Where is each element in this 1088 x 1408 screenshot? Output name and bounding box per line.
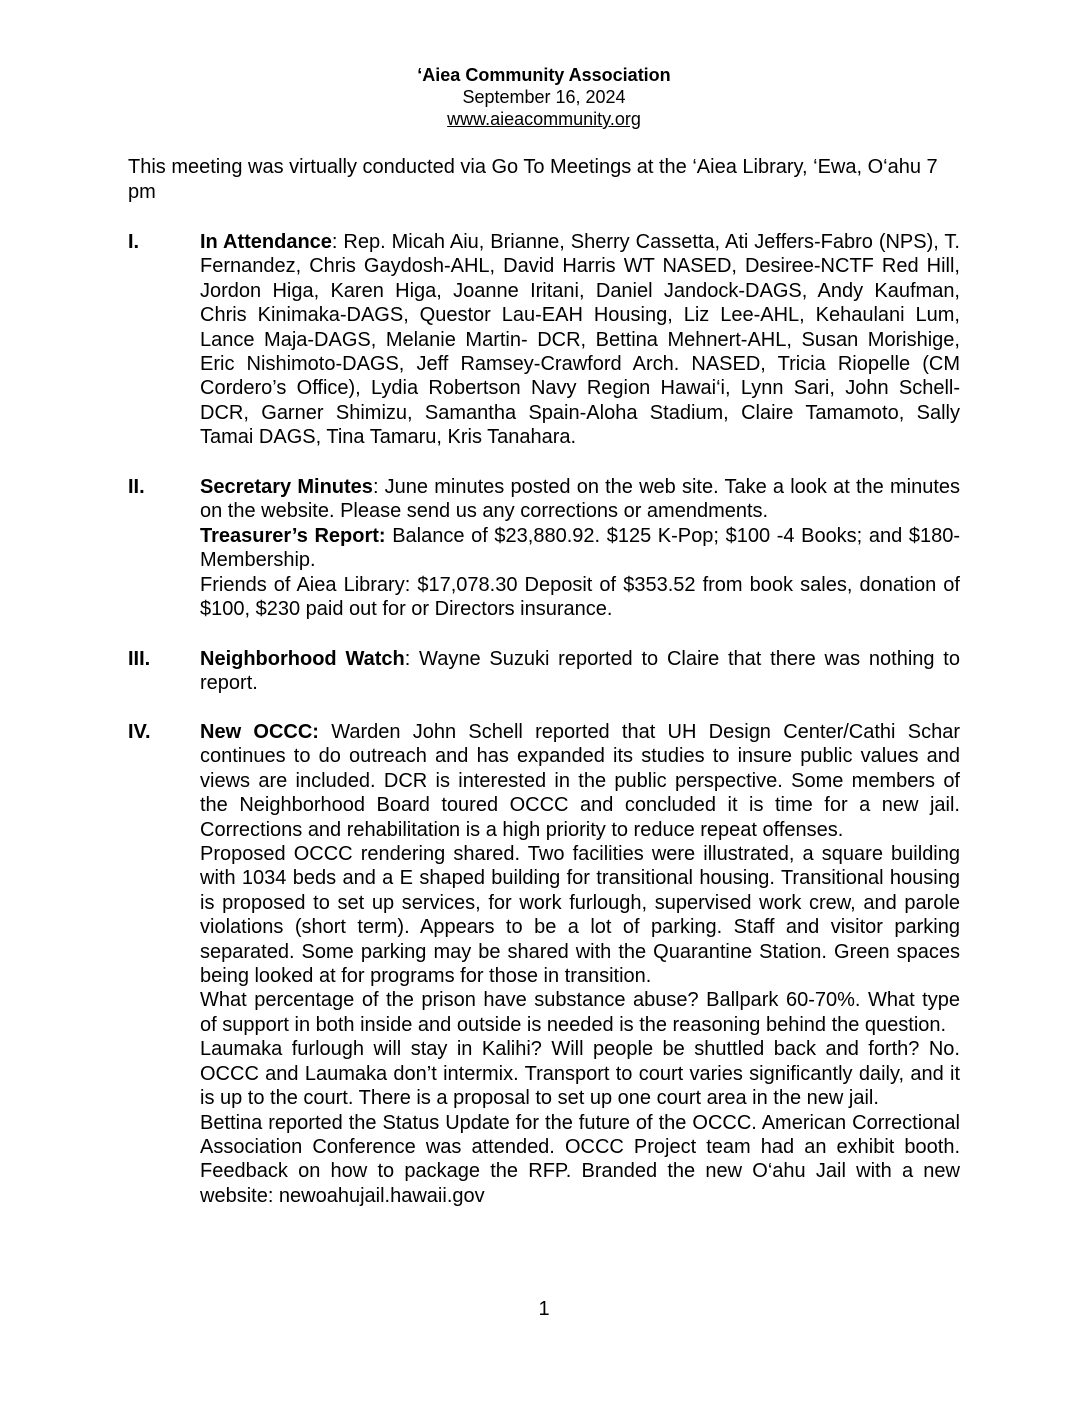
section-paragraph (200, 230, 960, 450)
section-paragraph (200, 988, 960, 1037)
section-paragraph (200, 1111, 960, 1209)
section-text: : Rep. Micah Aiu, Brianne, Sherry Cassetta, Ati Jeffers-Fabro (NPS), T. Fernandez, Chris Gaydosh-AHL, David Harris WT NASED, Desiree-NCTF Red Hill, Jordon Higa, Karen Higa, Joanne Iritani, Daniel Jandock-DAGS, Andy Kaufman, Chris Kinimaka-DAGS, Questor Lau-EAH Housing, Liz Lee-AHL, Kehaulani Lum, Lance Maja-DAGS, Melanie Martin- DCR, Bettina Mehnert-AHL, Susan Morishige, Eric Nishimoto-DAGS, Jeff Ramsey-Crawford Arch. NASED, Tricia Riopelle (CM Cordero’s Office), Lydia Robertson Navy Region Hawai‘i, Lynn Sari, John Schell-DCR, Garner Shimizu, Samantha Spain-Aloha Stadium, Claire Tamamoto, Sally Tamai DAGS, Tina Tamaru, Kris Tanahara. (200, 231, 960, 449)
section-body (200, 475, 960, 621)
section-paragraph (200, 842, 960, 988)
organization-name: ‘Aiea Community Association (417, 65, 671, 85)
treasurer-label: Treasurer’s Report: (200, 524, 386, 547)
section-text: Friends of Aiea Library: $17,078.30 Deposit of $353.52 from book sales, donation of $100, $230 paid out for or Directors insurance. (200, 573, 960, 621)
website-link[interactable]: www.aieacommunity.org (447, 109, 641, 129)
section-paragraph (200, 573, 960, 622)
section-numeral: III. (128, 648, 151, 670)
section-text: Balance of $23,880.92. $125 K-Pop; $100 -4 Books; and $180-Membership. (200, 524, 961, 572)
section-paragraph (200, 720, 960, 842)
section-label: Neighborhood Watch (200, 648, 405, 670)
section-numeral: I. (128, 231, 140, 253)
section-numeral: II. (128, 476, 145, 498)
section-paragraph (200, 475, 960, 524)
section-label: New OCCC: (200, 721, 319, 743)
section-neighborhood-watch (128, 647, 960, 696)
section-label: In Attendance (200, 231, 332, 253)
meeting-date: September 16, 2024 (462, 87, 626, 107)
section-text: Warden John Schell reported that UH Design Center/Cathi Schar continues to do outreach and has expanded its studies to insure public values and views are included. DCR is interested in the public perspective. Some members of the Neighborhood Board toured OCCC and concluded it is time for a new jail. Corrections and rehabilitation is a high priority to reduce repeat offenses. (200, 721, 960, 841)
section-paragraph (200, 524, 960, 573)
section-body (200, 720, 960, 1208)
page-number: 1 (538, 1298, 550, 1320)
section-text: Bettina reported the Status Update for the future of the OCCC. American Correctional Association Conference was attended. OCCC Project team had an exhibit booth. Feedback on how to package the RFP. Branded the new O‘ahu Jail with a new website: newoahujail.hawaii.gov (200, 1111, 960, 1207)
section-text: Proposed OCCC rendering shared. Two facilities were illustrated, a square building with 1034 beds and a E shaped building for transitional housing. Transitional housing is proposed to set up services, for work furlough, supervised work crew, and parole violations (short term). Appears to be a lot of parking. Staff and visitor parking separated. Some parking may be shared with the Quarantine Station. Green spaces being looked at for programs for those in transition. (200, 843, 960, 988)
section-body (200, 647, 960, 696)
section-label: Secretary Minutes (200, 476, 373, 498)
section-body (200, 230, 960, 450)
section-numeral: IV. (128, 721, 151, 743)
section-paragraph (200, 647, 960, 696)
section-new-occc (128, 720, 960, 1208)
section-paragraph (200, 1037, 960, 1110)
section-text: What percentage of the prison have substance abuse? Ballpark 60-70%. What type of support in both inside and outside is needed is the reasoning behind the question. (200, 989, 960, 1036)
meeting-intro: This meeting was virtually conducted via Go To Meetings at the ‘Aiea Library, ‘Ewa, O‘ahu 7 pm (128, 156, 938, 203)
section-attendance (128, 230, 960, 450)
section-text: : June minutes posted on the web site. Take a look at the minutes on the website. Please send us any corrections or amendments. (200, 476, 961, 523)
section-secretary-minutes (128, 475, 960, 621)
document-header (0, 64, 1088, 130)
section-text: Laumaka furlough will stay in Kalihi? Will people be shuttled back and forth? No. OCCC and Laumaka don’t intermix. Transport to court varies significantly daily, and it is up to the court. There is a proposal to set up one court area in the new jail. (200, 1038, 960, 1110)
section-text: : Wayne Suzuki reported to Claire that there was nothing to report. (200, 648, 960, 695)
